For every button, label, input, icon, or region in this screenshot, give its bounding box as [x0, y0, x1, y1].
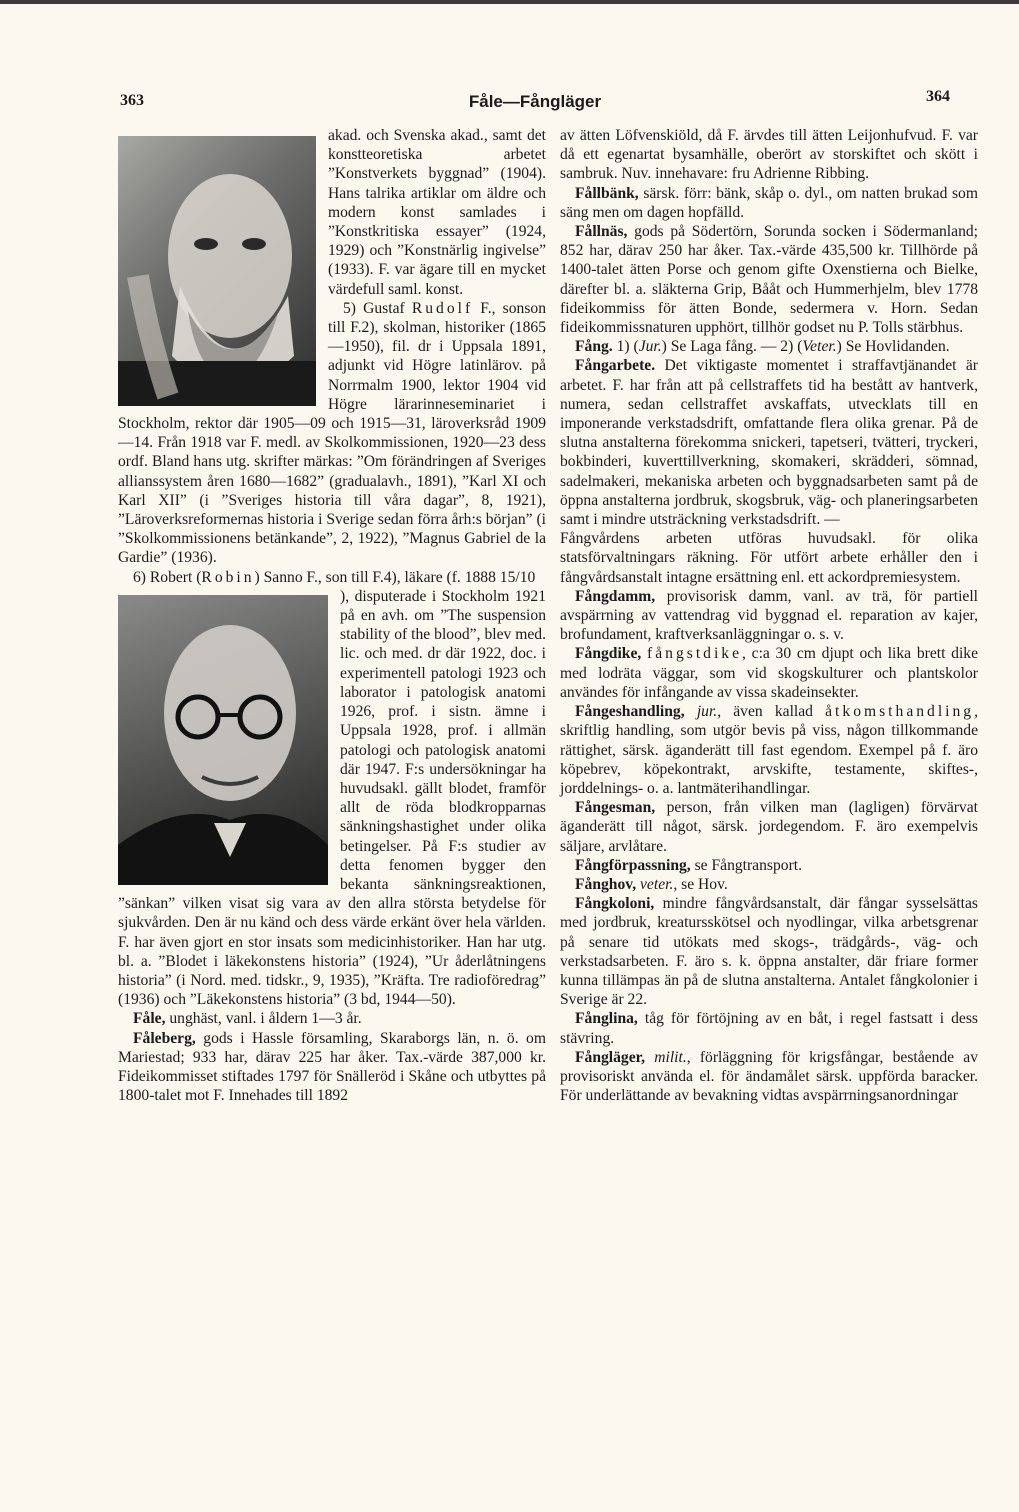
- faleberg-continued: av ätten Löfvenskiöld, då F. ärvdes till ätten Leijonhufvud. F. var då ett egenartat bysamhälle, oberört av storskiftet och skött i sambruk. Nuv. innehavare: fru Adrienne Ribbing.: [560, 127, 978, 183]
- portrait-photo-1: [118, 136, 316, 406]
- portrait-2-graphic: [118, 595, 328, 885]
- running-header: [120, 88, 950, 112]
- entry-fang-keyword: Fång.: [575, 338, 613, 356]
- entry-fangdamm-text: provisorisk damm, vanl. av trä, för partiell avspärrning av vattendrag vid byggnad el. reparation av kajer, brofundament, kraftverksanläggningar o. s. v.: [560, 587, 978, 644]
- entry-fangeshandling-text-b: , skriftlig handling, som utgör bevis på viss, någon tillkommande rättighet, särsk. äganderätt till fast egendom. Exempel på f. äro köpebrev, köpekontrakt, arvskifte, testamente, skiftes-, jorddelnings- o. a. lantmäterihandlingar.: [560, 703, 978, 797]
- entry-robin-text-1: ) Sanno F., son till F.4), läkare (f. 1888: [254, 568, 500, 586]
- entry-fangeshandling-keyword: Fångeshandling,: [575, 703, 685, 721]
- entry-faleberg-keyword: Fåleberg,: [133, 1029, 196, 1047]
- entry-fallbank-keyword: Fållbänk,: [575, 184, 639, 202]
- entry-fangforpassning: [560, 856, 978, 875]
- entry-fangdike-keyword: Fångdike,: [575, 645, 642, 663]
- entry-fanglina: [560, 1009, 978, 1047]
- entry-fanglager: [560, 1048, 978, 1106]
- entry-fallbank: [560, 184, 978, 222]
- entry-fangdamm: [560, 587, 978, 645]
- entry-fangarbete-keyword: Fångarbete.: [575, 357, 656, 375]
- entry-robin-start: 6) Robert (: [133, 568, 202, 586]
- entry-fangarbete-text-a: Det viktigaste momentet i straffavtjänandet är arbetet. F. har från att på cellstraffets tid ha bestått av hantverk, numera, sedan cellstraffet avskaffats, utvecklats till en imponerande verkstadsdrift, omfattande flera olika grenar. På de slutna anstalterna förekomma snickeri, tapetseri, tvätteri, tryckeri, bokbinderi, kuverttillverkning, skomakeri, skrädderi, sömnad, sadelmakeri, mekaniska arbeten och byggnadsarbeten samt på de öppna anstalterna jordbruk, skogsbruk, väg- och planeringsarbeten samt i mindre utsträckning verkstadsdrift. —: [560, 357, 978, 529]
- entry-fale: [118, 1009, 546, 1028]
- entry-fang-jur: Jur.: [638, 338, 662, 356]
- continued-paragraph: akad. och Svenska akad., samt det konstteoretiska arbetet ”Konstverkets byggnad” (1904). Hans talrika artiklar om äldre och modern konst samlades i ”Konstkritiska essayer” (1924, 1929) och ”Konstnärlig ingivelse” (1933). F. var ägare till en mycket värdefull saml. konst.: [328, 127, 546, 298]
- entry-fangkoloni-keyword: Fångkoloni,: [575, 895, 655, 913]
- entry-fanglina-text: tåg för förtöjning av en båt, i regel fastsatt i dess stävring.: [560, 1010, 978, 1047]
- entry-fangarbete-continued: Fångvårdens arbeten utföras huvudsakl. för olika statsförvaltningars räkning. För utfört arbete erhåller den i fångvårdsanstalt intagne ersättning enl. ett ackordpremiesystem.: [560, 530, 978, 586]
- entry-fanghov-keyword: Fånghov,: [575, 875, 637, 893]
- entry-rudolf-text: F., sonson till F.2), skolman, historiker (1865—1950), fil. dr i Uppsala 1891, adjunkt vid Högre latinlärov. på Norrmalm 1900, lektor 1904 vid Högre lärarinneseminariet i Stockholm, rektor där 1905—09 och 1915—31, läroverksråd 1909—14. Från 1918 var F. medl. av Skolkommissionen, 1920—23 dess ordf. Bland hans utg. skrifter märkas: ”Om förändringen af Sveriges allianssystem åren 1680—1682” (gradualavh., 1891), ”Karl XI och Karl XII” (i ”Sveriges historia till våra dagar”, 8, 1921), ”Läroverksreformernas historia i Sverige sedan förra årh:s början” (i ”Skolkommissionens betänkande”, 2, 1922), ”Magnus Gabriel de la Gardie” (1936).: [118, 299, 546, 567]
- entry-fangforpassning-text: se Fångtransport.: [690, 856, 802, 874]
- entry-fang-veter: Veter.: [802, 338, 837, 356]
- entry-fale-keyword: Fåle,: [133, 1010, 166, 1028]
- entry-faleberg-text: gods i Hassle församling, Skaraborgs län, n. ö. om Mariestad; 933 har, därav 225 har åker. Tax.-värde 387,000 kr. Fideikommisset stiftades 1797 för Snälleröd i Skåne och utbyttes på 1800-talet mot F. Innehades till 1892: [118, 1029, 546, 1105]
- entry-fangeshandling: [560, 702, 978, 798]
- entry-fangesman-text: person, från vilken man (lagligen) förvärvat äganderätt till något, särsk. jordegendom. F. äro exempelvis säljare, arvlåtare.: [560, 799, 978, 855]
- page-number-left: 363: [120, 92, 144, 109]
- entry-robin-continued: ), disputerade i Stockholm 1921 på en avh. om ”The suspension stability of the blood”, blev med. lic. och med. dr där 1922, doc. i experimentell patologi 1923 och laborator i patologisk anatomi 1926, prof. i sistn. ämne i Uppsala 1928, prof. i allmän patologi och patologisk anatomi där 1947. F:s undersökningar ha huvudsakl. gällt blodet, framför allt de röda blodkropparnas sänkningshastighet under olika betingelser. På F:s studier av detta fenomen bygger den bekanta sänkningsreaktionen, ”sänkan” vilken visat sig vara av den allra största betydelse för sjukvården. Den är nu känd och dess värde erkänt över hela världen. F. har även gjort en stor insats som medicinhistoriker. Han har utg. bl. a. ”Blodet i läkekonstens historia” (1924), ”Ur åderlåtningens historia” (i Nord. med. tidskr., 9, 1935), ”Kräfta. Tre radioföredrag” (1936) och ”Läkekonstens historia” (3 bd, 1944—50).: [118, 587, 546, 1009]
- page-number-right: 364: [926, 88, 950, 105]
- entry-fallbank-text: särsk. förr: bänk, skåp o. dyl., om natten brukad som säng men om dagen hopfälld.: [560, 184, 978, 221]
- entry-fanghov-veter: veter.: [640, 875, 674, 893]
- entry-fang-text-c: ) Se Hovlidanden.: [836, 338, 950, 356]
- entry-fanglager-keyword: Fångläger,: [575, 1048, 646, 1066]
- entry-rudolf-start: 5) Gustaf: [343, 299, 412, 317]
- entry-fangesman-keyword: Fångesman,: [575, 799, 656, 817]
- entry-fallnas-text: gods på Södertörn, Sorunda socken i Södermanland; 852 har, därav 250 har åker. Tax.-värde 435,500 kr. Tillhörde på 1400-talet ätten Porse och genom gifte Oxenstierna och Bielke, därefter bl. a. släkterna Grip, Bååt och Hummerhjelm, blev 1778 fideikommiss för ätten Bonde, sedermera v. Horn. Sedan fideikommissnaturen upphört, tillhör godset nu P. Tolls stärbhus.: [560, 223, 978, 337]
- entry-rudolf-name: Rudolf: [411, 299, 474, 317]
- entry-fanglager-milit: milit.: [654, 1048, 687, 1066]
- entry-fangesman: [560, 798, 978, 856]
- running-title: Fåle—Fångläger: [468, 92, 602, 111]
- entry-robin-date: 15/10: [499, 568, 536, 586]
- entry-faleberg: [118, 1029, 546, 1106]
- entry-fallnas: [560, 222, 978, 337]
- entry-fangarbete: [560, 356, 978, 529]
- entry-fangdamm-keyword: Fångdamm,: [575, 587, 656, 605]
- entry-fangdike: [560, 644, 978, 702]
- page-top-rule: [0, 0, 1019, 4]
- entry-fangkoloni: [560, 894, 978, 1009]
- portrait-1-graphic: [118, 136, 316, 406]
- entry-fanglina-keyword: Fånglina,: [575, 1010, 638, 1028]
- entry-fangeshandling-spaced: åtkomsthandling: [825, 703, 975, 721]
- entry-fallnas-keyword: Fållnäs,: [575, 223, 628, 241]
- right-column: [560, 126, 978, 1105]
- entry-robin-name: Robin: [201, 568, 255, 586]
- entry-fang-text-b: ) Se Laga fång. — 2) (: [661, 338, 803, 356]
- entry-fangforpassning-keyword: Fångförpassning,: [575, 856, 691, 874]
- entry-fanghov: [560, 875, 978, 894]
- entry-fanglager-text: , förläggning för krigsfångar, bestående av provisoriskt använda el. för ändamålet särsk. uppförda baracker. För underlättande av bevakning vidtas avspärrningsanordningar: [560, 1048, 978, 1105]
- entry-fangdike-text: , c:a 30 cm djupt och lika brett dike med lodräta väggar, som vid skogskulturer och plantskolor användes för infångande av vissa skadeinsekter.: [560, 645, 978, 701]
- entry-fanghov-text: , se Hov.: [673, 875, 728, 893]
- entry-fang: [560, 337, 978, 356]
- portrait-photo-2: [118, 595, 328, 885]
- entry-fangkoloni-text: mindre fångvårdsanstalt, där fångar sysselsättas med jordbruk, kreatursskötsel och nyodlingar, vilka arbetsgrenar på senare tid utökats med skogs-, trädgårds-, väg- och verkstadsarbeten. F. äro s. k. öppna anstalter, där friare former kunna tillämpas än på de slutna anstalterna. Antalet fångkolonier i Sverige är 22.: [560, 895, 978, 1009]
- entry-fangeshandling-text-a: , även kallad: [717, 703, 826, 721]
- entry-fangdike-spaced: fångstdike: [647, 645, 743, 663]
- entry-fale-text: unghäst, vanl. i åldern 1—3 år.: [165, 1010, 362, 1028]
- entry-fang-text-a: 1) (: [612, 338, 639, 356]
- left-column: [118, 126, 546, 1105]
- entry-robin: [118, 568, 546, 587]
- entry-fangeshandling-jur: jur.: [696, 703, 718, 721]
